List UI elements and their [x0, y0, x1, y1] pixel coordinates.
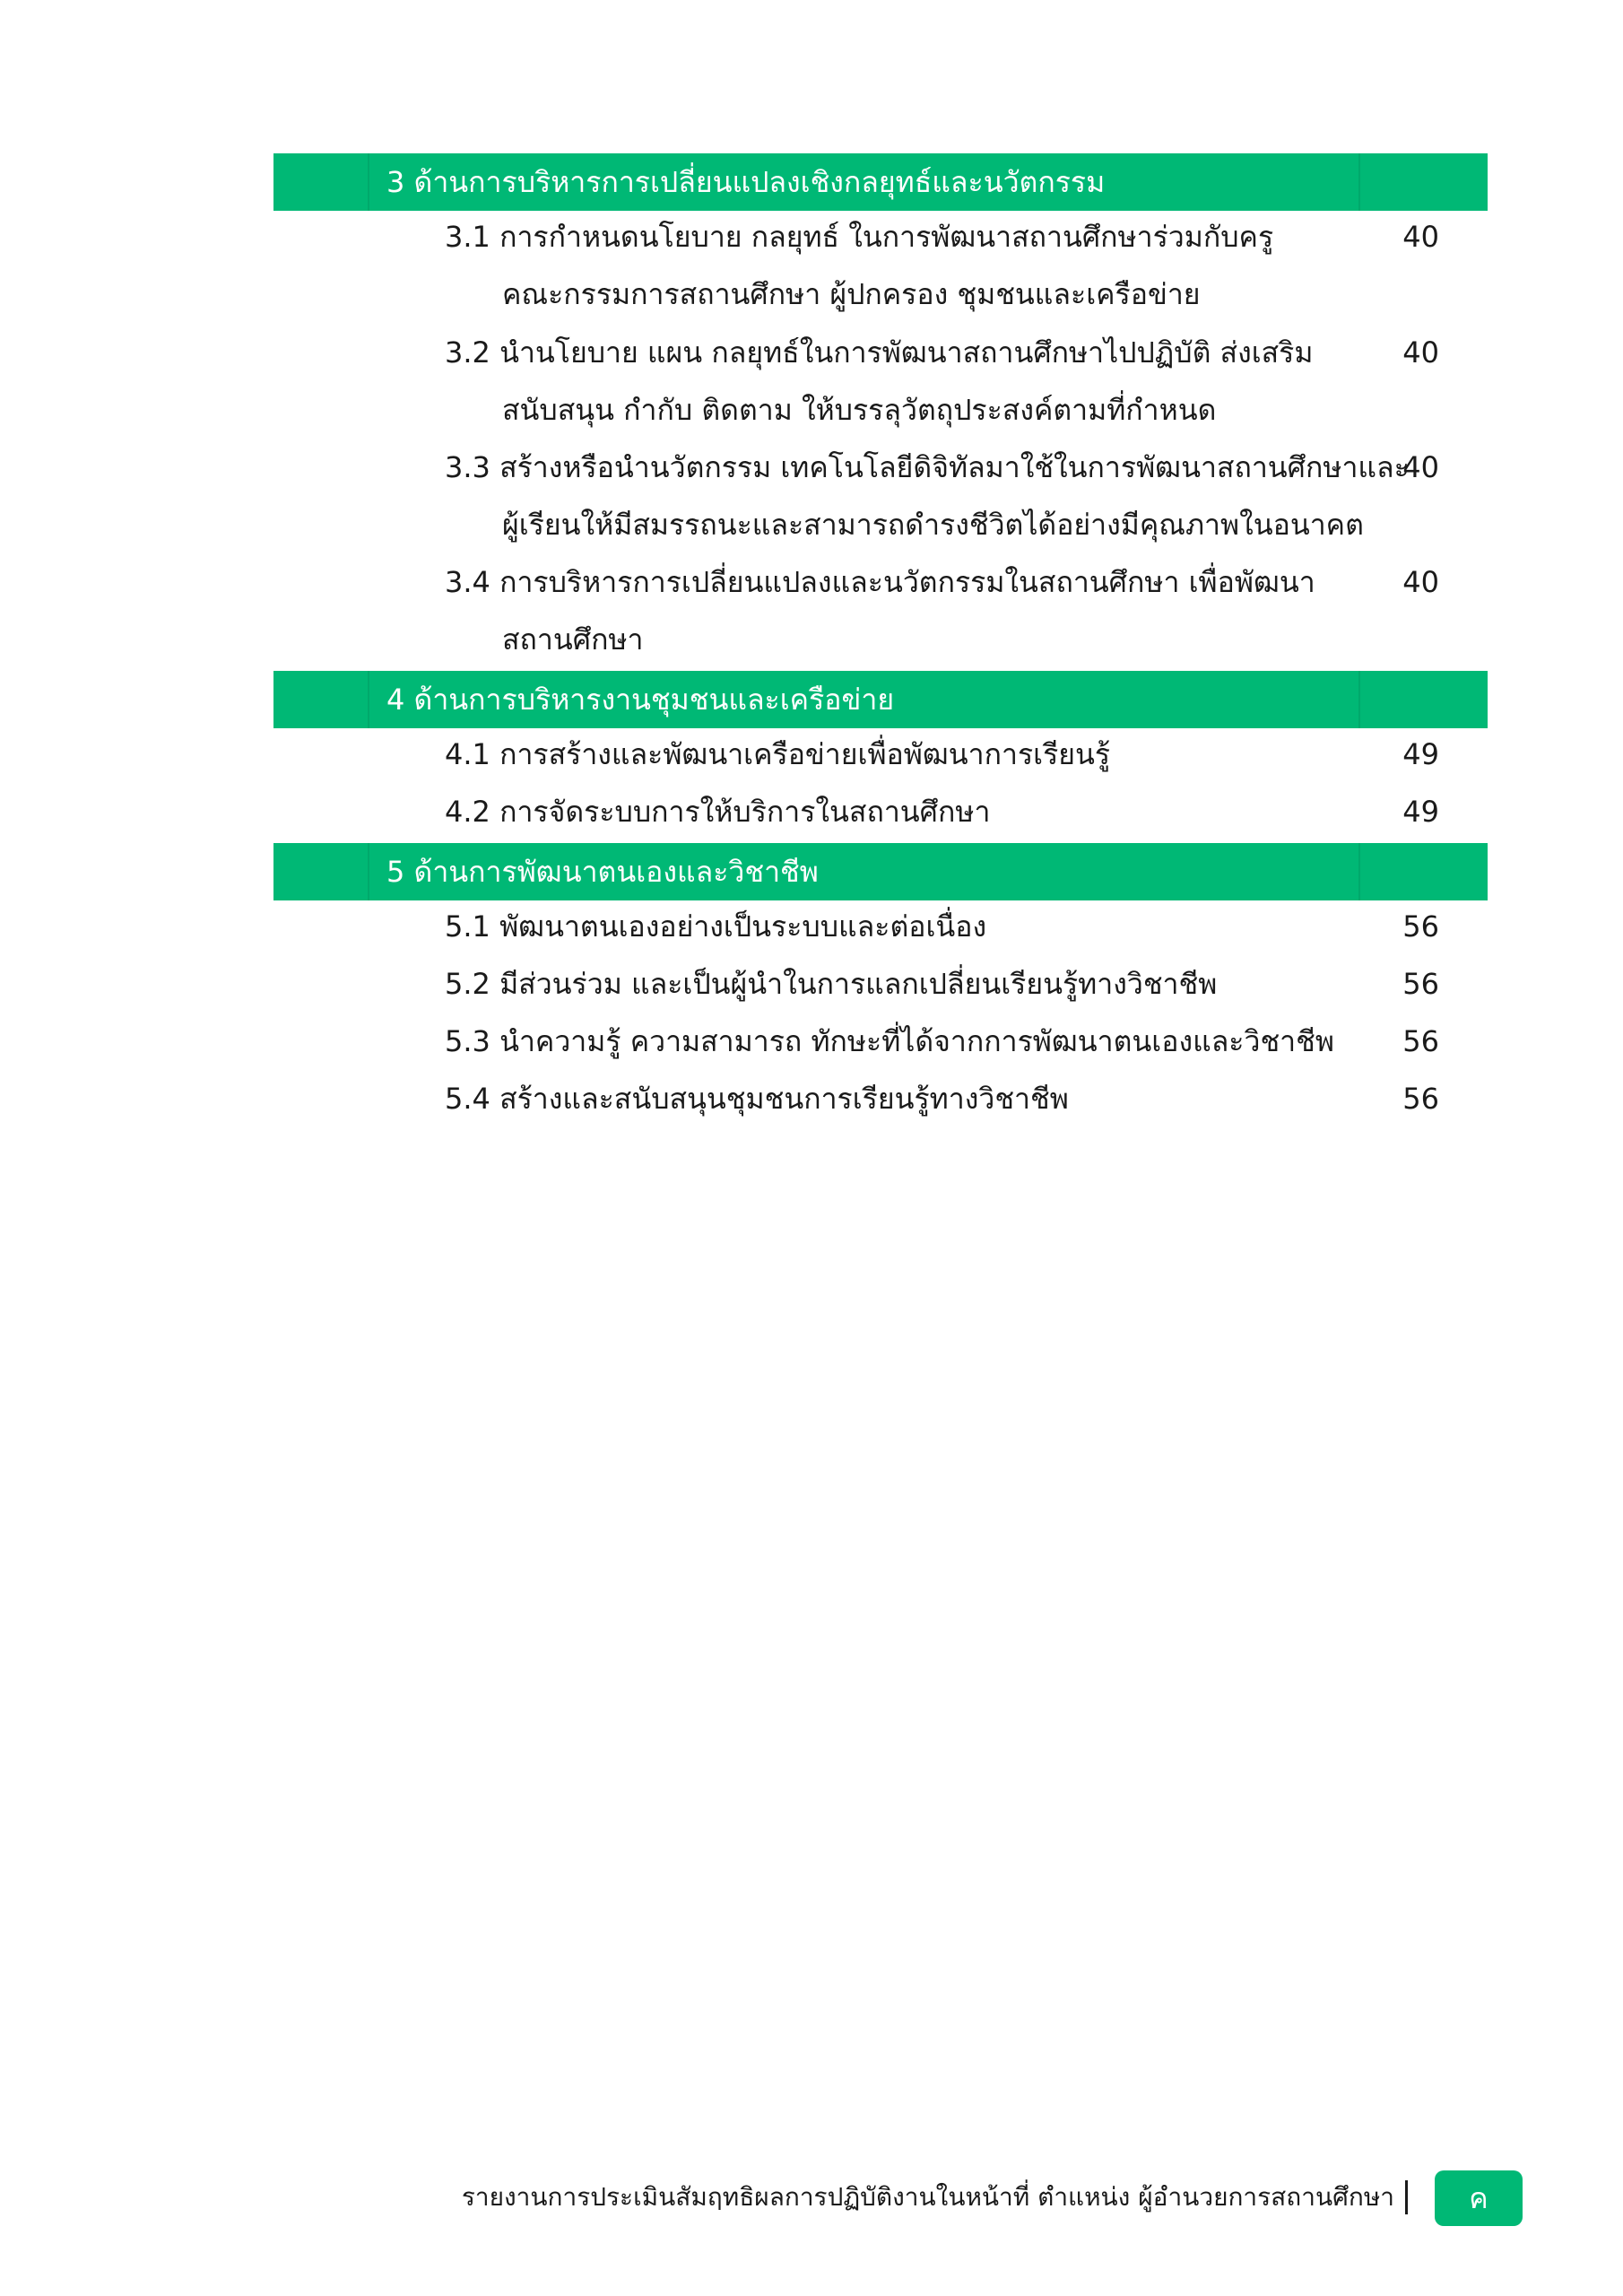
- toc-entry-3-2-cont: สนับสนุน กำกับ ติดตาม ให้บรรลุวัตถุประสงค์ตามที่กำหนด: [502, 393, 1217, 427]
- section-header-5: [273, 843, 1488, 900]
- page-number: 56: [1402, 1082, 1439, 1116]
- toc-entry-3-4-cont: สถานศึกษา: [502, 622, 644, 657]
- toc-entry-3-2: 3.2 นำนโยบาย แผน กลยุทธ์ในการพัฒนาสถานศึกษาไปปฏิบัติ ส่งเสริม: [445, 335, 1314, 370]
- toc-entry-4-2: 4.2 การจัดระบบการให้บริการในสถานศึกษา: [445, 795, 991, 829]
- toc-entry-3-3: 3.3 สร้างหรือนำนวัตกรรม เทคโนโลยีดิจิทัลมาใช้ในการพัฒนาสถานศึกษาและ: [445, 450, 1410, 484]
- footer-report-title: รายงานการประเมินสัมฤทธิผลการปฏิบัติงานในหน้าที่ ตำแหน่ง ผู้อำนวยการสถานศึกษา: [461, 2182, 1394, 2212]
- section-title: 3 ด้านการบริหารการเปลี่ยนแปลงเชิงกลยุทธ์และนวัตกรรม: [386, 165, 1106, 199]
- toc-entry-3-3-cont: ผู้เรียนให้มีสมรรถนะและสามารถดำรงชีวิตได้อย่างมีคุณภาพในอนาคต: [502, 508, 1364, 542]
- footer-divider: [1405, 2180, 1408, 2214]
- toc-entry-5-4: 5.4 สร้างและสนับสนุนชุมชนการเรียนรู้ทางวิชาชีพ: [445, 1082, 1069, 1116]
- page-number: 40: [1402, 220, 1439, 254]
- toc-entry-5-2: 5.2 มีส่วนร่วม และเป็นผู้นำในการแลกเปลี่ยนเรียนรู้ทางวิชาชีพ: [445, 967, 1218, 1001]
- toc-entry-5-3: 5.3 นำความรู้ ความสามารถ ทักษะที่ได้จากการพัฒนาตนเองและวิชาชีพ: [445, 1024, 1334, 1058]
- toc-entry-3-1: 3.1 การกำหนดนโยบาย กลยุทธ์ ในการพัฒนาสถานศึกษาร่วมกับครู: [445, 220, 1274, 254]
- section-title: 5 ด้านการพัฒนาตนเองและวิชาชีพ: [386, 855, 819, 889]
- page-number: 40: [1402, 565, 1439, 599]
- section-header-4: [273, 671, 1488, 728]
- page-number: 49: [1402, 737, 1439, 771]
- page-number: 56: [1402, 909, 1439, 944]
- page-number: 40: [1402, 450, 1439, 484]
- section-header-3: [273, 153, 1488, 211]
- page-number: 56: [1402, 967, 1439, 1001]
- page-number-badge: ค: [1435, 2170, 1523, 2226]
- section-title: 4 ด้านการบริหารงานชุมชนและเครือข่าย: [386, 683, 895, 717]
- toc-entry-5-1: 5.1 พัฒนาตนเองอย่างเป็นระบบและต่อเนื่อง: [445, 909, 987, 944]
- toc-entry-4-1: 4.1 การสร้างและพัฒนาเครือข่ายเพื่อพัฒนาการเรียนรู้: [445, 737, 1111, 771]
- page-number: 49: [1402, 795, 1439, 829]
- toc-entry-3-1-cont: คณะกรรมการสถานศึกษา ผู้ปกครอง ชุมชนและเครือข่าย: [502, 277, 1201, 311]
- toc-entry-3-4: 3.4 การบริหารการเปลี่ยนแปลงและนวัตกรรมในสถานศึกษา เพื่อพัฒนา: [445, 565, 1315, 599]
- page-number: 56: [1402, 1024, 1439, 1058]
- page-number: 40: [1402, 335, 1439, 370]
